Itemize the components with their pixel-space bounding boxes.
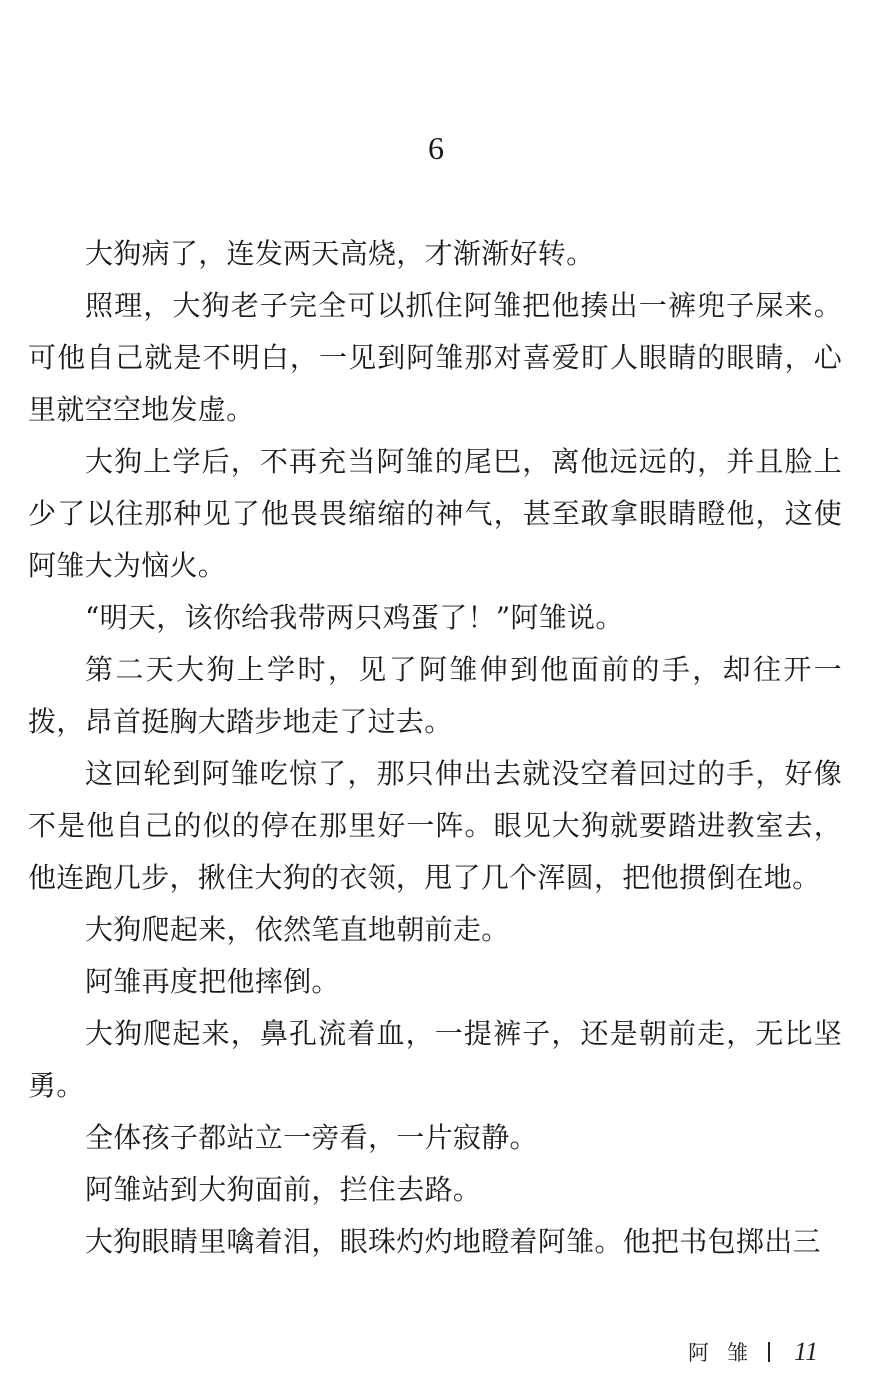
body-text <box>28 228 842 1268</box>
paragraph: 全体孩子都站立一旁看，一片寂静。 <box>85 1121 538 1154</box>
paragraph: “明天，该你给我带两只鸡蛋了！”阿雏说。 <box>85 601 624 634</box>
paragraph: 照理，大狗老子完全可以抓住阿雏把他揍出一裤兜子屎来。可他自己就是不明白，一见到阿雏那对喜爱盯人眼睛的眼睛，心里就空空地发虚。 <box>28 289 842 426</box>
paragraph: 大狗爬起来，鼻孔流着血，一提裤子，还是朝前走，无比坚勇。 <box>28 1017 842 1102</box>
paragraph: 阿雏再度把他摔倒。 <box>85 965 340 998</box>
running-title: 阿雏 <box>688 1341 766 1365</box>
page-footer <box>688 1334 818 1370</box>
paragraph: 大狗病了，连发两天高烧，才渐渐好转。 <box>85 237 595 270</box>
page-number: 11 <box>794 1337 819 1366</box>
chapter-number: 6 <box>428 130 444 166</box>
paragraph: 大狗上学后，不再充当阿雏的尾巴，离他远远的，并且脸上少了以往那种见了他畏畏缩缩的神气，甚至敢拿眼睛瞪他，这使阿雏大为恼火。 <box>28 445 842 582</box>
paragraph: 这回轮到阿雏吃惊了，那只伸出去就没空着回过的手，好像不是他自己的似的停在那里好一阵。眼见大狗就要踏进教室去，他连跑几步，揪住大狗的衣领，甩了几个浑圆，把他掼倒在地。 <box>28 757 842 894</box>
paragraph: 大狗眼睛里噙着泪，眼珠灼灼地瞪着阿雏。他把书包掷出三 <box>85 1225 821 1258</box>
paragraph: 大狗爬起来，依然笔直地朝前走。 <box>85 913 510 946</box>
footer-divider <box>768 1342 770 1362</box>
paragraph: 阿雏站到大狗面前，拦住去路。 <box>85 1173 482 1206</box>
paragraph: 第二天大狗上学时，见了阿雏伸到他面前的手，却往开一拨，昂首挺胸大踏步地走了过去。 <box>28 653 842 738</box>
